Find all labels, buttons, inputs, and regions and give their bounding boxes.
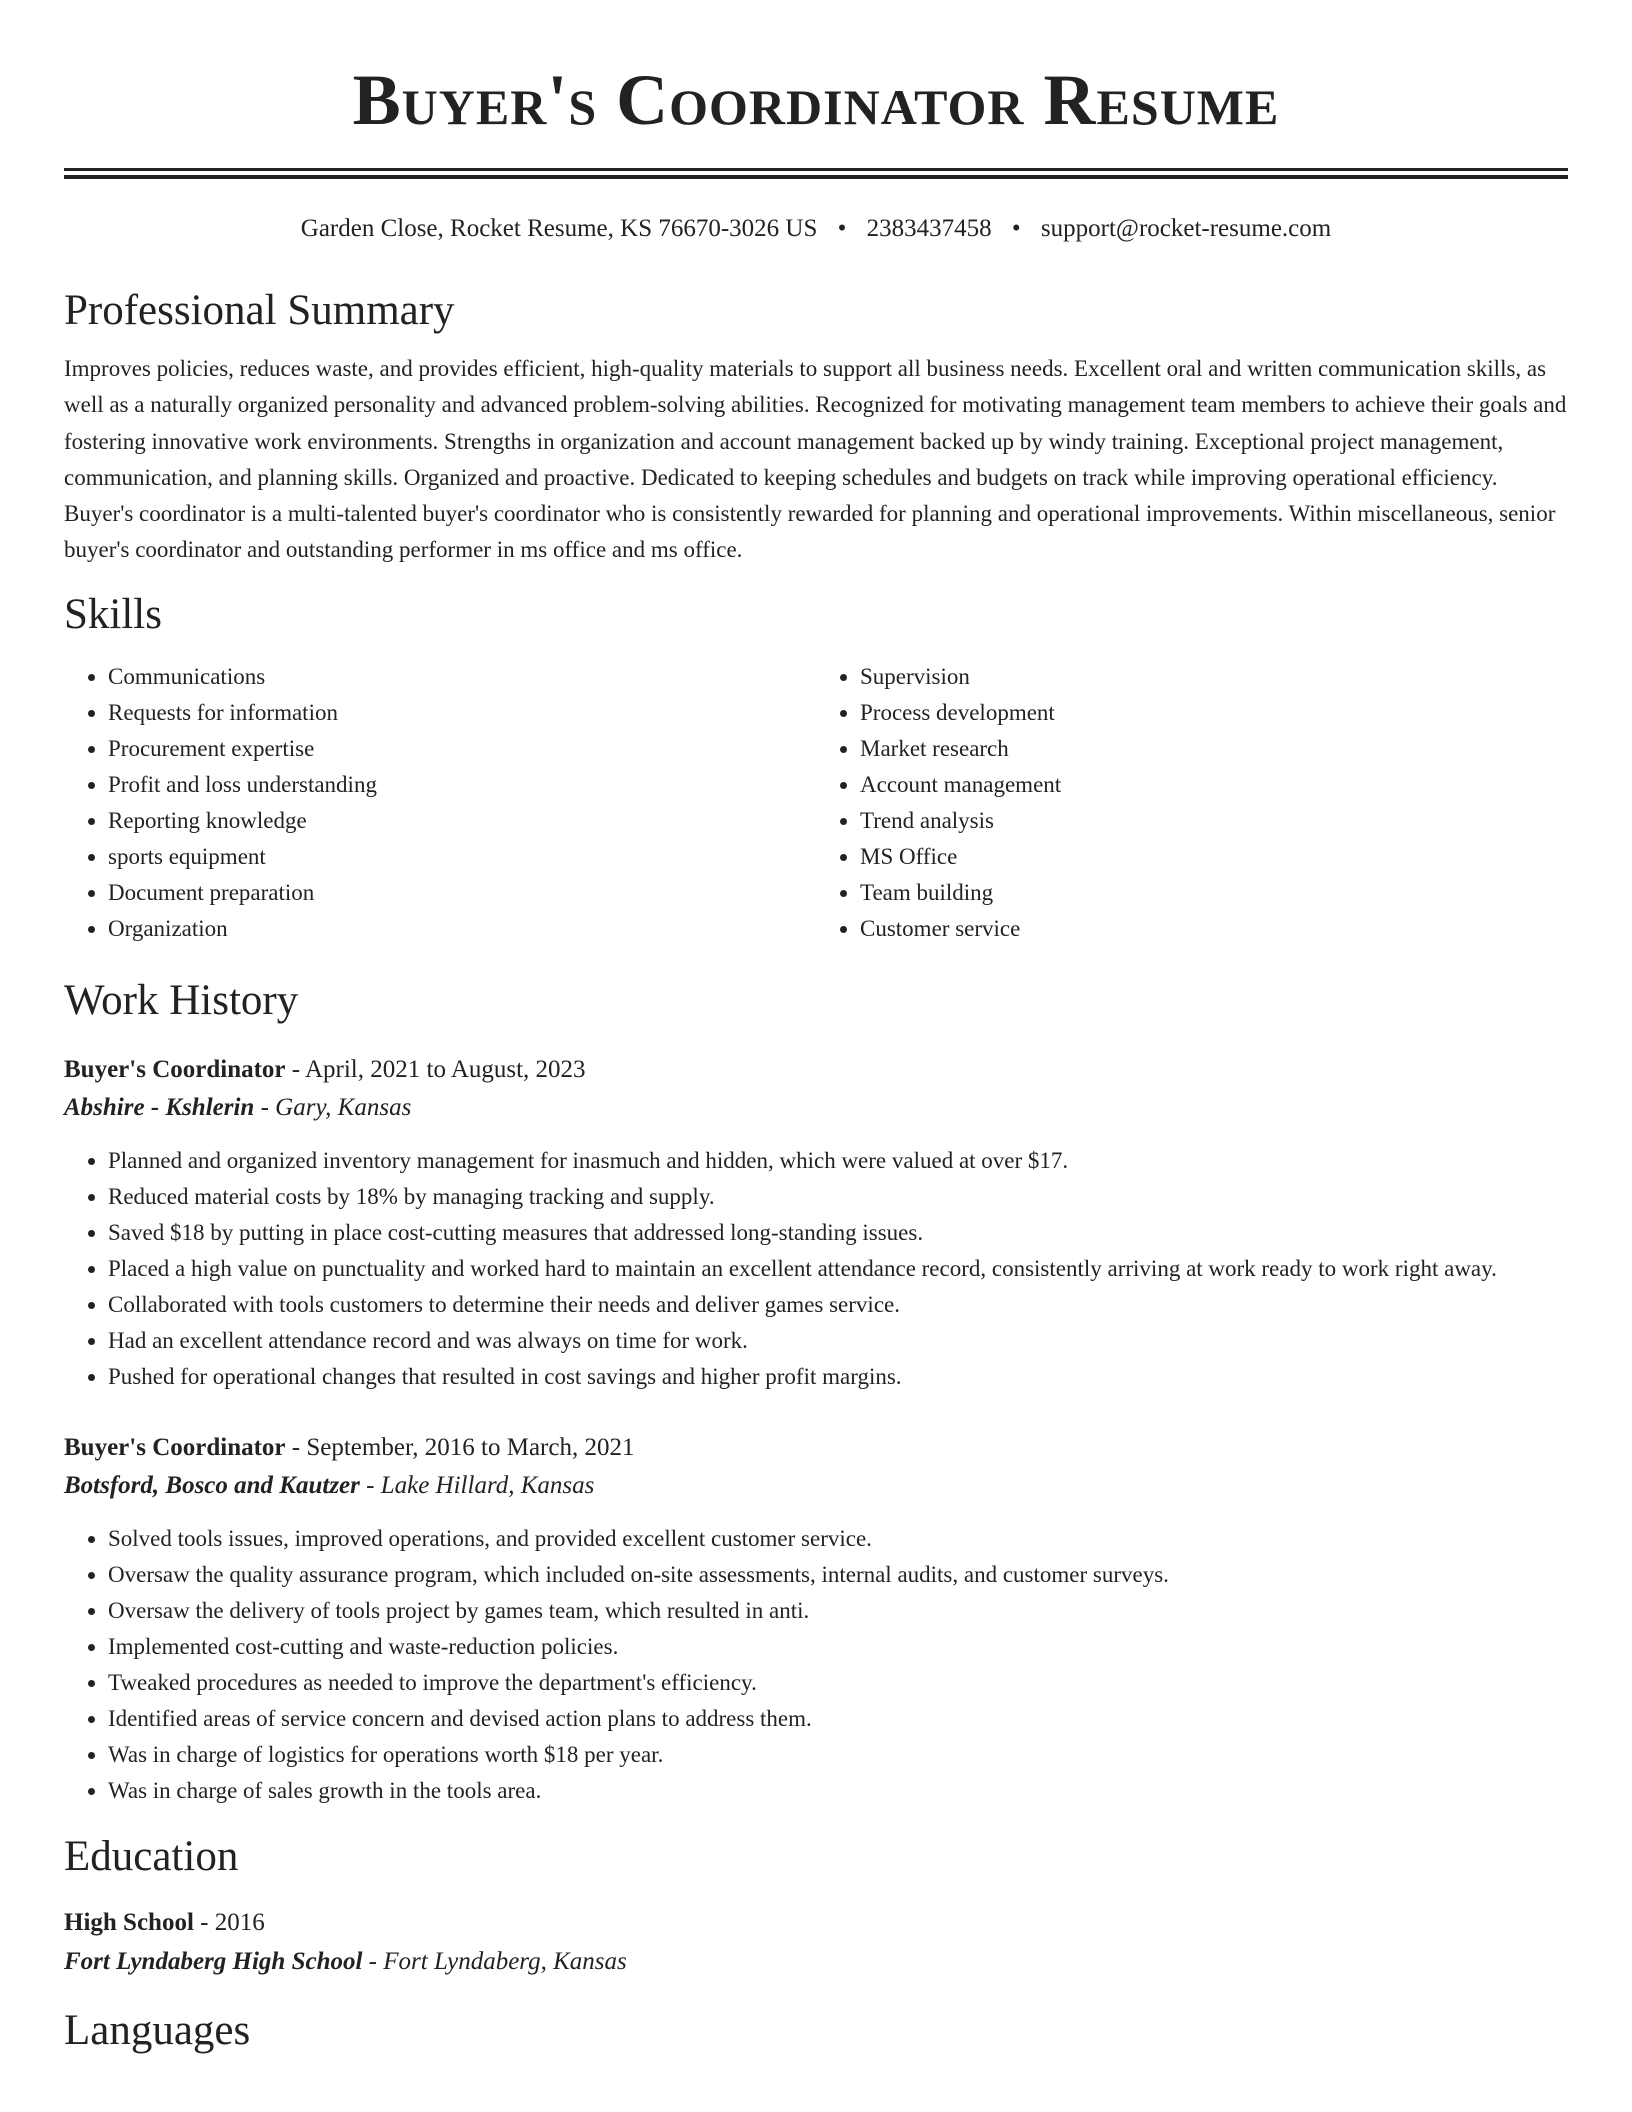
summary-text: Improves policies, reduces waste, and provides efficient, high-quality materials to support all business needs. Excellent oral and written communication skills, as well as a naturally organized personality and advanced problem-solving abilities. Recognized for motivating management team members to achieve their goals and fostering innovative work environments. Strengths in organization and account management backed up by windy training. Exceptional project management, communication, and planning skills. Organized and proactive. Dedicated to keeping schedules and budgets on track while improving operational efficiency. Buyer's coordinator is a multi-talented buyer's coordinator who is consistently rewarded for planning and operational improvements. Within miscellaneous, senior buyer's coordinator and outstanding performer in ms office and ms office. <box>64 356 1567 563</box>
skill-item: • Trend analysis <box>860 803 1568 839</box>
skill-item: • Profit and loss understanding <box>108 767 816 803</box>
skill-item: • Communications <box>108 659 816 695</box>
school-location: - Fort Lyndaberg, Kansas <box>362 1947 627 1975</box>
job-dates: - April, 2021 to August, 2023 <box>285 1055 586 1083</box>
job-bullet: • Saved $18 by putting in place cost-cutting measures that addressed long-standing issues. <box>108 1215 1568 1251</box>
job-entry <box>64 1429 1568 1809</box>
skill-item: • Requests for information <box>108 695 816 731</box>
contact-separator: • <box>837 215 847 242</box>
employer-line <box>64 1467 1568 1505</box>
school-name: Fort Lyndaberg High School <box>64 1947 363 1975</box>
skills-columns <box>64 659 1568 947</box>
degree-line <box>64 1903 1568 1943</box>
job-title-line <box>64 1429 1568 1467</box>
job-bullet: • Oversaw the quality assurance program, which included on-site assessments, internal audits, and customer surveys. <box>108 1557 1568 1593</box>
skills-right-list <box>816 659 1568 947</box>
job-title-line <box>64 1051 1568 1089</box>
job-bullet: • Planned and organized inventory management for inasmuch and hidden, which were valued at over $17. <box>108 1143 1568 1179</box>
skill-item: • Account management <box>860 767 1568 803</box>
contact-address: Garden Close, Rocket Resume, KS 76670-3026 US <box>300 215 818 242</box>
skill-item: • Document preparation <box>108 875 816 911</box>
skill-item: • Organization <box>108 911 816 947</box>
employer-name: Botsford, Bosco and Kautzer <box>64 1471 360 1499</box>
skill-item: • Team building <box>860 875 1568 911</box>
job-bullets <box>64 1521 1568 1809</box>
job-bullet: • Pushed for operational changes that resulted in cost savings and higher profit margins. <box>108 1359 1568 1395</box>
job-bullet: • Oversaw the delivery of tools project by games team, which resulted in anti. <box>108 1593 1568 1629</box>
summary-heading: Professional Summary <box>64 287 455 334</box>
employer-name: Abshire - Kshlerin <box>64 1093 255 1121</box>
skill-item: • Market research <box>860 731 1568 767</box>
job-dates: - September, 2016 to March, 2021 <box>285 1433 635 1461</box>
skill-item: • Process development <box>860 695 1568 731</box>
skills-left-list <box>64 659 816 947</box>
skill-item: • Customer service <box>860 911 1568 947</box>
school-line <box>64 1943 1568 1981</box>
languages-heading: Languages <box>64 2006 251 2054</box>
employer-line <box>64 1089 1568 1127</box>
skill-item: • Supervision <box>860 659 1568 695</box>
skill-item: • sports equipment <box>108 839 816 875</box>
employer-location: - Lake Hillard, Kansas <box>359 1471 595 1499</box>
job-bullet: • Tweaked procedures as needed to improve the department's efficiency. <box>108 1665 1568 1701</box>
job-bullet: • Solved tools issues, improved operations, and provided excellent customer service. <box>108 1521 1568 1557</box>
contact-separator: • <box>1011 215 1021 242</box>
job-bullet: • Was in charge of logistics for operations worth $18 per year. <box>108 1737 1568 1773</box>
job-bullet: • Had an excellent attendance record and was always on time for work. <box>108 1323 1568 1359</box>
page-title: Buyer's Coordinator Resume <box>352 60 1280 140</box>
education-entry <box>64 1903 1568 1981</box>
job-entry <box>64 1051 1568 1395</box>
skill-item: • Reporting knowledge <box>108 803 816 839</box>
job-bullet: • Collaborated with tools customers to determine their needs and deliver games service. <box>108 1287 1568 1323</box>
work-history-heading: Work History <box>64 976 299 1024</box>
education-year: - 2016 <box>193 1908 265 1936</box>
title-divider <box>64 168 1568 179</box>
degree: High School <box>64 1908 194 1936</box>
job-bullet: • Placed a high value on punctuality and worked hard to maintain an excellent attendance record, consistently arriving at work ready to work right away. <box>108 1251 1568 1287</box>
job-title: Buyer's Coordinator <box>64 1055 286 1083</box>
contact-email: support@rocket-resume.com <box>1040 215 1332 242</box>
contact-phone: 2383437458 <box>866 215 992 242</box>
job-bullet: • Implemented cost-cutting and waste-reduction policies. <box>108 1629 1568 1665</box>
education-heading: Education <box>64 1832 239 1880</box>
skills-heading: Skills <box>64 590 162 638</box>
job-bullets <box>64 1143 1568 1395</box>
contact-line <box>64 213 1568 245</box>
job-bullet: • Reduced material costs by 18% by managing tracking and supply. <box>108 1179 1568 1215</box>
skill-item: • Procurement expertise <box>108 731 816 767</box>
job-bullet: • Identified areas of service concern and devised action plans to address them. <box>108 1701 1568 1737</box>
resume-page <box>64 0 1568 2057</box>
skill-item: • MS Office <box>860 839 1568 875</box>
job-bullet: • Was in charge of sales growth in the tools area. <box>108 1773 1568 1809</box>
job-title: Buyer's Coordinator <box>64 1433 286 1461</box>
employer-location: - Gary, Kansas <box>254 1093 412 1121</box>
